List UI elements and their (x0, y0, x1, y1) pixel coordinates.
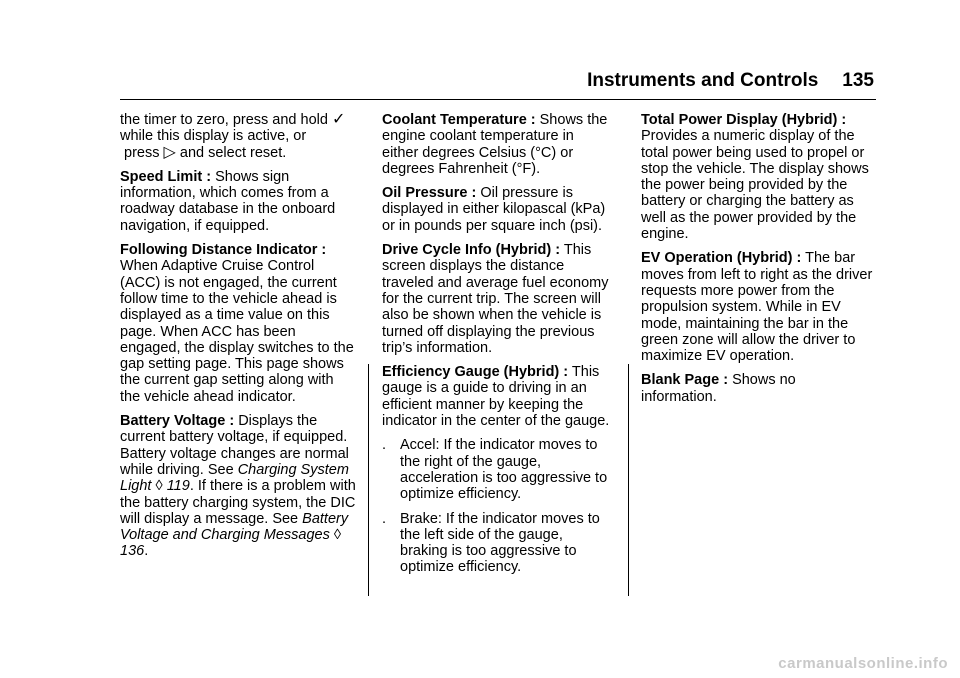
page-number: 135 (842, 70, 874, 91)
bullet-mark: . (382, 510, 387, 527)
term: Total Power Display (Hybrid) : (641, 112, 847, 128)
speed-limit-entry: Speed Limit : Shows sign information, which comes from a roadway database in the onboard navigation, if equipped. (120, 168, 336, 234)
term: Coolant Temperature : (382, 112, 536, 128)
header-title: Instruments and Controls (587, 70, 819, 91)
list-item: . Brake: If the indicator moves to the left side of the gauge, braking is too aggressive to optimize efficiency. (382, 510, 600, 576)
column-divider (368, 364, 369, 596)
check-icon: ✓ (331, 111, 346, 128)
page-header (587, 70, 874, 92)
ref-link-battery-voltage[interactable]: Battery Voltage and Charging Messages (120, 510, 349, 544)
term: Speed Limit : (120, 168, 212, 185)
column-2 (382, 112, 614, 584)
following-distance-entry: Following Distance Indicator : When Adaptive Cruise Control (ACC) is not engaged, the current follow time to the vehicle ahead is displayed as a time value on this page. When ACC has been engaged, the display switches to the gap setting page. This page shows the current gap setting along with the vehicle ahead indicator. (120, 242, 354, 405)
ref-page-number[interactable]: 119 (166, 478, 190, 495)
term: Oil Pressure : (382, 185, 477, 202)
column-divider (628, 364, 629, 596)
intro-paragraph: the timer to zero, press and hold ✓ while this display is active, or press ▷ and select reset. (120, 111, 346, 161)
term: Following Distance Indicator : (120, 242, 327, 259)
play-icon: ▷ (163, 143, 176, 161)
term: Drive Cycle Info (Hybrid) : (382, 242, 561, 259)
ref-arrow-icon: ◊ (333, 527, 342, 544)
battery-voltage-entry: Battery Voltage : Displays the current battery voltage, if equipped. Battery voltage changes are normal while driving. See Charging System Light ◊ 119. If there is a problem with the battery charging system, the DIC will display a message. See Battery Voltage and Charging Messages ◊ 136. (120, 413, 356, 560)
header-rule (120, 99, 876, 100)
term: Battery Voltage : (120, 413, 235, 430)
ref-arrow-icon: ◊ (155, 478, 163, 495)
total-power-entry: Total Power Display (Hybrid) : Provides a numeric display of the total power being used to propel or stop the vehicle. The display shows the power being provided by the battery or charging the battery as well as the power provided by the engine. (641, 112, 869, 243)
ev-operation-entry: EV Operation (Hybrid) : The bar moves from left to right as the driver requests more power from the propulsion system. While in EV mode, maintaining the bar in the green zone will allow the driver to maximize EV operation. (641, 250, 873, 365)
bullet-mark: . (382, 437, 387, 454)
list-item: . Accel: If the indicator moves to the right of the gauge, acceleration is too aggressive to optimize efficiency. (382, 437, 608, 503)
efficiency-gauge-entry: Efficiency Gauge (Hybrid) : This gauge is a guide to driving in an efficient manner by keeping the indicator in the center of the gauge. (382, 364, 610, 430)
column-1 (120, 112, 356, 568)
oil-pressure-entry: Oil Pressure : Oil pressure is displayed in either kilopascal (kPa) or in pounds per square inch (psi). (382, 185, 606, 234)
coolant-entry: Coolant Temperature : Shows the engine coolant temperature in either degrees Celsius (°C) or degrees Fahrenheit (°F). (382, 112, 608, 177)
term: Efficiency Gauge (Hybrid) : (382, 364, 569, 381)
drive-cycle-entry: Drive Cycle Info (Hybrid) : This screen displays the distance traveled and average fuel economy for the current trip. The screen will also be shown when the vehicle is turned off displaying the previous trip’s information. (382, 242, 609, 356)
column-3 (641, 112, 873, 413)
ref-page-number[interactable]: 136 (120, 543, 145, 560)
blank-page-entry: Blank Page : Shows no information. (641, 372, 796, 405)
ref-link-charging-system[interactable]: Charging System Light (120, 461, 349, 495)
term: Blank Page : (641, 372, 729, 389)
term: EV Operation (Hybrid) : (641, 250, 802, 267)
watermark: carmanualsonline.info (778, 655, 948, 672)
